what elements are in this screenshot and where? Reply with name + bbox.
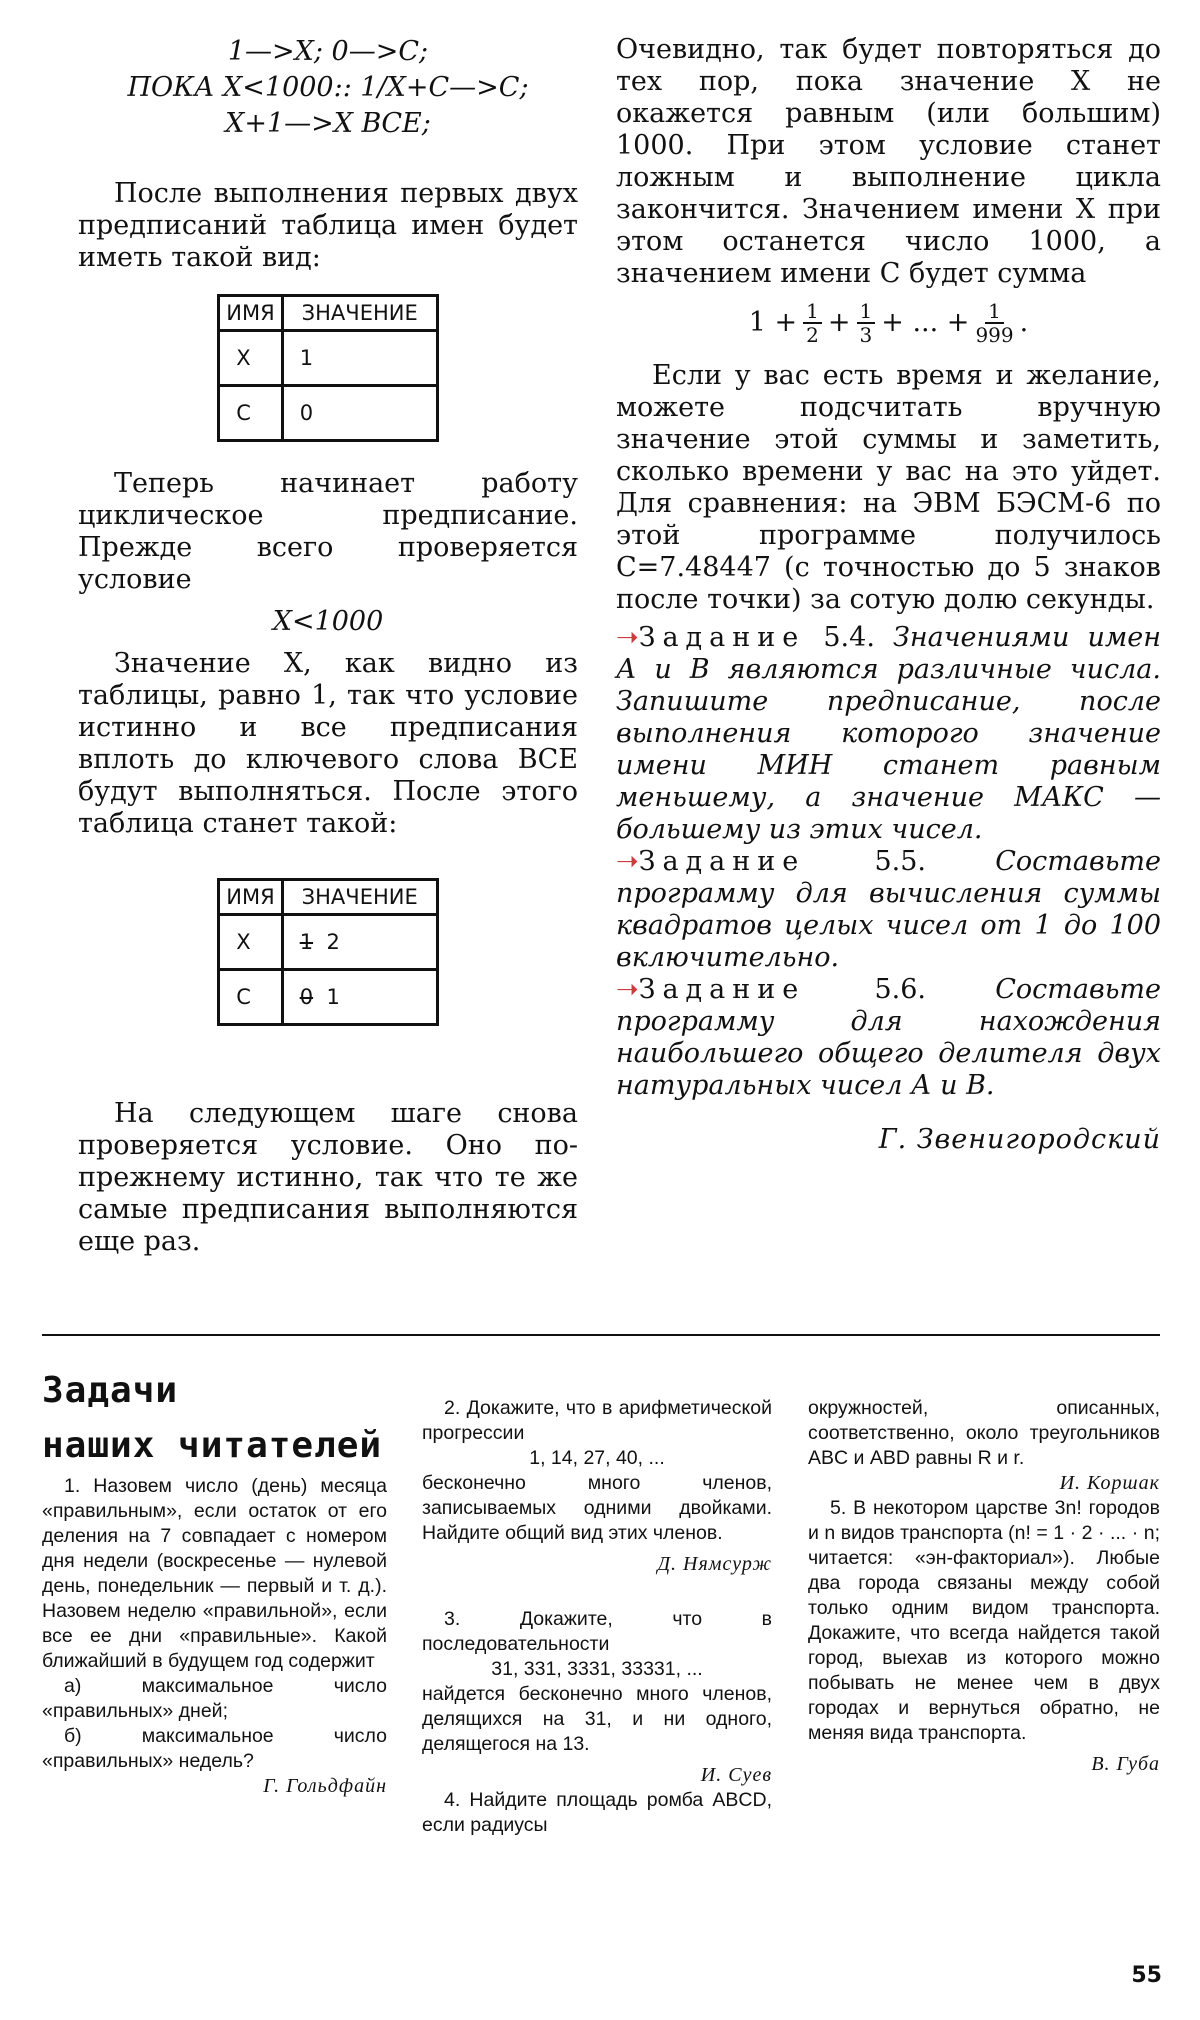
table-cell: [282, 915, 437, 970]
sum-lead: 1 +: [748, 307, 798, 338]
table-cell: C: [219, 970, 282, 1025]
table-row: [219, 970, 437, 1025]
table-header: ЗНАЧЕНИЕ: [282, 296, 437, 331]
problem-4-continued: окружностей, описанных, соответственно, около треугольников ABC и ABD равны R и r.: [808, 1397, 1160, 1469]
left-column: [78, 34, 578, 1258]
paragraph: Очевидно, так будет повторяться до тех пор, пока значение X не окажется равным (или большим) 1000. При этом условие станет ложным и выполнение цикла закончится. Значением имени X при этом останется число 1000, а значением имени C будет сумма: [616, 34, 1161, 289]
problems-column-1: [42, 1474, 387, 1799]
program-formula: [78, 34, 578, 142]
crossed-value: 1: [299, 930, 314, 954]
formula-line: 1—>X; 0—>C;: [227, 36, 429, 67]
sequence: 31, 331, 3331, 33331, ...: [491, 1658, 703, 1680]
paragraph: После выполнения первых двух предписаний таблица имен будет иметь такой вид:: [78, 178, 578, 273]
arrow-icon: ➝: [616, 974, 639, 1005]
author: Г. Звенигородский: [878, 1124, 1161, 1155]
right-column: [616, 34, 1161, 1156]
problem-2-rest: бесконечно много членов, записываемых одними двойками. Найдите общий вид этих членов.: [422, 1472, 772, 1544]
table-cell: [282, 970, 437, 1025]
table-row: [219, 331, 437, 386]
table-cell: X: [219, 915, 282, 970]
problem-1b: б) максимальное число «правильных» недель?: [42, 1725, 387, 1772]
formula-line: X+1—>X ВСЕ;: [225, 108, 431, 139]
task-5-6: ➝Задание 5.6. Составьте программу для нахождения наибольшего общего делителя двух натуральных чисел А и В.: [616, 974, 1161, 1101]
crossed-value: 0: [299, 985, 314, 1009]
table-header: ИМЯ: [219, 296, 282, 331]
author: И. Коршак: [1059, 1472, 1160, 1494]
problem-5: 5. В некотором царстве 3n! городов и n видов транспорта (n! = 1 · 2 · ... · n; читается: «эн-факториал»). Любые два города связаны между собой только одним видом транспорта. Докажите, что всегда найдется такой город, выехав из которого можно побывать не менее чем в двух городах и вернуться обратно, не меняя вида транспорта.: [808, 1497, 1160, 1744]
problem-4: 4. Найдите площадь ромба ABCD, если радиусы: [422, 1789, 772, 1836]
sequence: 1, 14, 27, 40, ...: [529, 1447, 665, 1469]
section-title: наших читателей: [42, 1425, 383, 1466]
table-cell: 0: [282, 386, 437, 441]
table-cell: 1: [282, 331, 437, 386]
paragraph: Если у вас есть время и желание, можете подсчитать вручную значение этой суммы и заметить, сколько времени у вас на это уйдет. Для сравнения: на ЭВМ БЭСМ-6 по этой программе получилось C=7.48447 (с точностью до 5 знаков после точки) за сотую долю секунды.: [616, 360, 1161, 615]
condition: X<1000: [272, 606, 384, 637]
author: Г. Гольдфайн: [263, 1775, 387, 1797]
names-table-1: [217, 294, 438, 442]
table-row: [219, 915, 437, 970]
table-cell: C: [219, 386, 282, 441]
author: И. Суев: [700, 1764, 772, 1786]
page-number: 55: [1131, 1963, 1162, 1988]
problem-1a: а) максимальное число «правильных» дней;: [42, 1675, 387, 1722]
arrow-icon: ➝: [616, 846, 639, 877]
new-value: 1: [326, 985, 340, 1009]
arrow-icon: ➝: [616, 622, 639, 653]
problem-2: 2. Докажите, что в арифметической прогрессии: [422, 1397, 772, 1444]
problems-column-3: [808, 1396, 1160, 1777]
paragraph: Теперь начинает работу циклическое предписание. Прежде всего проверяется условие: [78, 468, 578, 595]
formula-line: ПОКА X<1000:: 1/X+C—>C;: [127, 72, 529, 103]
table-header: ЗНАЧЕНИЕ: [282, 880, 437, 915]
section-divider: [42, 1334, 1160, 1336]
sum-dots: + ... +: [881, 307, 970, 338]
table-header: ИМЯ: [219, 880, 282, 915]
fraction: $\frac{1}{999}$: [975, 299, 1014, 347]
task-text: Составьте программу для нахождения наибольшего общего делителя двух натуральных чисел А и В.: [616, 974, 1161, 1101]
task-5-5: ➝Задание 5.5. Составьте программу для вычисления суммы квадратов целых чисел от 1 до 100 включительно.: [616, 846, 1161, 973]
task-text: Составьте программу для вычисления суммы квадратов целых чисел от 1 до 100 включительно.: [616, 846, 1161, 973]
problem-3-rest: найдется бесконечно много членов, делящихся на 31, и ни одного, делящегося на 13.: [422, 1683, 772, 1755]
paragraph: На следующем шаге снова проверяется условие. Оно по-прежнему истинно, так что те же самые предписания выполняются еще раз.: [78, 1098, 578, 1257]
task-5-4: ➝Задание 5.4. Значениями имен А и В являются различные числа. Запишите предписание, после выполнения которого значение имени МИН станет равным меньшему, а значение МАКС — большему из этих чисел.: [616, 622, 1161, 845]
new-value: 2: [326, 930, 340, 954]
section-title: Задачи: [42, 1370, 179, 1411]
author: В. Губа: [1091, 1753, 1160, 1775]
task-text: Значениями имен А и В являются различные числа. Запишите предписание, после выполнения которого значение имени МИН станет равным меньшему, а значение МАКС — большему из этих чисел.: [616, 622, 1161, 845]
harmonic-sum: 1 + $\frac{1}{2}$ + $\frac{1}{3}$ + ... + $\frac{1}{999}$ .: [748, 299, 1029, 347]
names-table-2: [217, 878, 438, 1026]
problems-column-2: [422, 1396, 772, 1838]
problem-3: 3. Докажите, что в последовательности: [422, 1608, 772, 1655]
table-row: [219, 386, 437, 441]
fraction: $\frac{1}{2}$: [803, 300, 822, 346]
problem-1: 1. Назовем число (день) месяца «правильным», если остаток от его деления на 7 совпадает с номером дня недели (воскресенье — нулевой день, понедельник — первый и т. д.). Назовем неделю «правильной», если все ее дни «правильные». Какой ближайший в будущем год содержит: [42, 1475, 387, 1672]
author: Д. Нямсурж: [657, 1553, 772, 1575]
table-cell: X: [219, 331, 282, 386]
fraction: $\frac{1}{3}$: [857, 300, 876, 346]
paragraph: Значение X, как видно из таблицы, равно 1, так что условие истинно и все предписания вплоть до ключевого слова ВСЕ будут выполняться. После этого таблица станет такой:: [78, 648, 578, 839]
